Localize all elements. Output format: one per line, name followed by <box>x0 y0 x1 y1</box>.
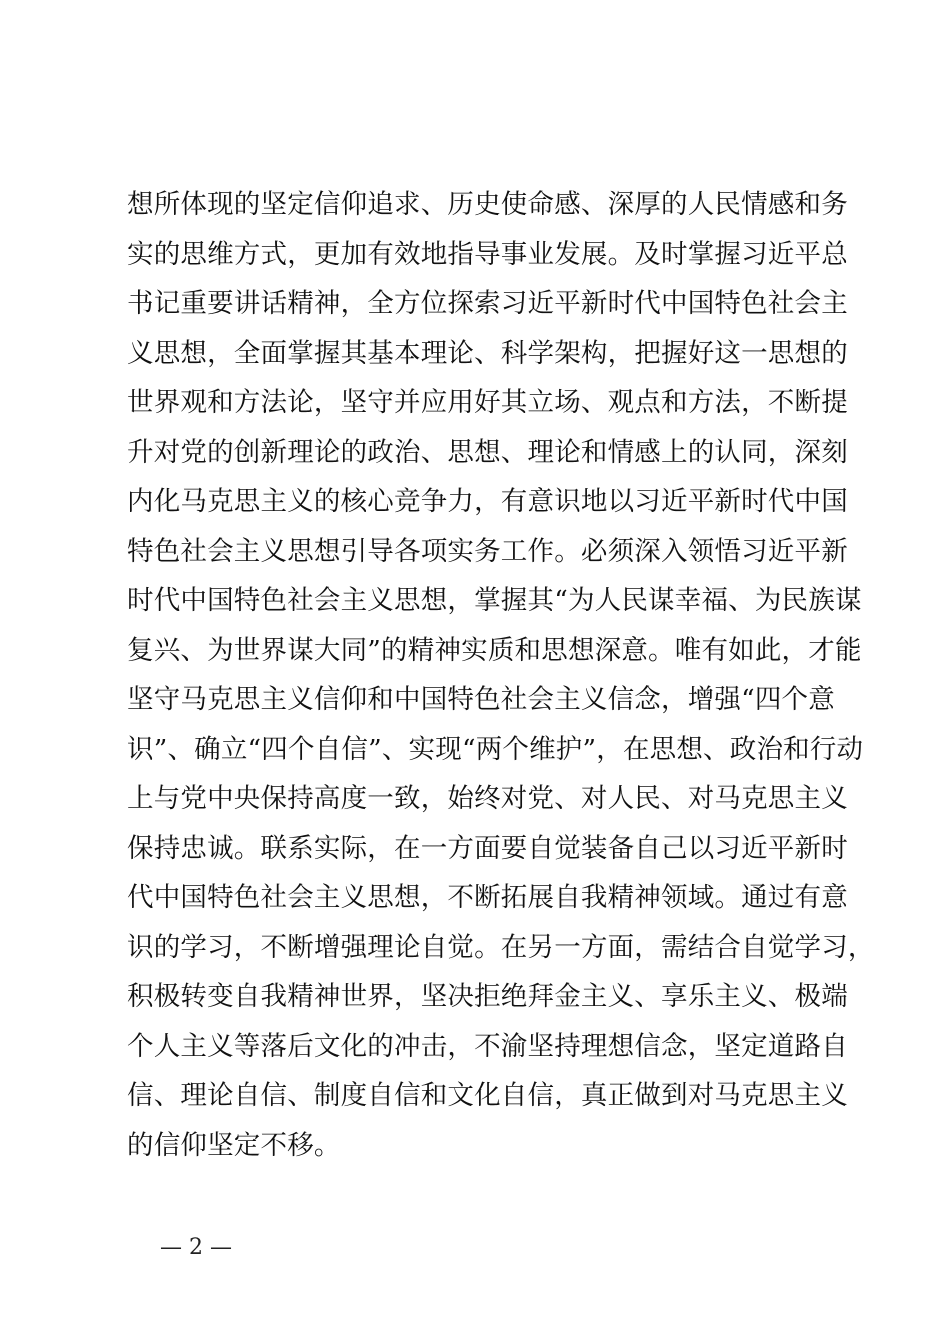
text-line: 义思想，全面掌握其基本理论、科学架构，把握好这一思想的 <box>127 337 848 369</box>
text-line: 上与党中央保持高度一致，始终对党、对人民、对马克思主义 <box>127 783 848 814</box>
text-line: 想所体现的坚定信仰追求、历史使命感、深厚的人民情感和务 <box>127 189 848 220</box>
text-line: 识”、确立“四个自信”、实现“两个维护”，在思想、政治和行动 <box>127 733 864 765</box>
text-line: 个人主义等落后文化的冲击，不渝坚持理想信念，坚定道路自 <box>127 1030 848 1062</box>
text-line: 特色社会主义思想引导各项实务工作。必须深入领悟习近平新 <box>127 535 848 567</box>
text-line: 的信仰坚定不移。 <box>127 1129 341 1161</box>
text-line: 识的学习，不断增强理论自觉。在另一方面，需结合自觉学习， <box>127 931 875 963</box>
text-line: 信、理论自信、制度自信和文化自信，真正做到对马克思主义 <box>127 1080 848 1111</box>
text-line: 实的思维方式，更加有效地指导事业发展。及时掌握习近平总 <box>127 238 848 270</box>
text-line: 内化马克思主义的核心竞争力，有意识地以习近平新时代中国 <box>127 486 848 517</box>
text-line: 书记重要讲话精神，全方位探索习近平新时代中国特色社会主 <box>127 288 848 319</box>
text-line: 保持忠诚。联系实际，在一方面要自觉装备自己以习近平新时 <box>127 832 848 864</box>
page-number: — 2 — <box>160 1235 232 1260</box>
text-line: 升对党的创新理论的政治、思想、理论和情感上的认同，深刻 <box>127 436 848 468</box>
body-paragraph <box>127 180 875 1170</box>
text-line: 世界观和方法论，坚守并应用好其立场、观点和方法，不断提 <box>127 387 848 418</box>
text-line: 坚守马克思主义信仰和中国特色社会主义信念，增强“四个意 <box>127 684 835 715</box>
text-line: 代中国特色社会主义思想，不断拓展自我精神领域。通过有意 <box>127 882 848 913</box>
text-line: 时代中国特色社会主义思想，掌握其“为人民谋幸福、为民族谋 <box>127 585 862 616</box>
text-line: 复兴、为世界谋大同”的精神实质和思想深意。唯有如此，才能 <box>127 634 862 666</box>
text-line: 积极转变自我精神世界，坚决拒绝拜金主义、享乐主义、极端 <box>127 981 848 1012</box>
